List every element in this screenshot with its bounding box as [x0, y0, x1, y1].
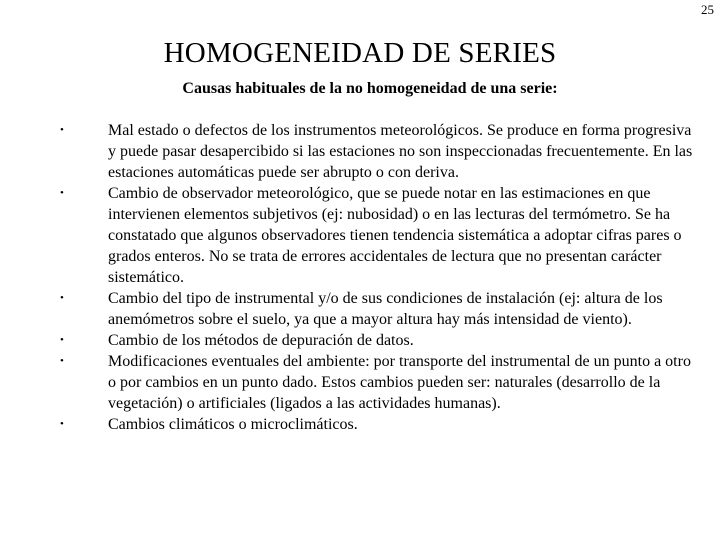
- page-subtitle: Causas habituales de la no homogeneidad de una serie:: [182, 80, 558, 97]
- bullet-icon: •: [60, 124, 64, 136]
- list-item: [60, 288, 700, 330]
- list-item: [60, 183, 700, 288]
- bullet-icon: •: [60, 292, 64, 304]
- page-number: 25: [701, 2, 714, 17]
- page-title: HOMOGENEIDAD DE SERIES: [163, 37, 557, 69]
- list-item-text: Mal estado o defectos de los instrumentos meteorológicos. Se produce en forma progresiva y puede pasar desapercibido si las estaciones no son inspeccionadas frecuentemente. En las estaciones automáticas puede ser abrupto o con deriva.: [108, 122, 693, 181]
- list-item: [60, 351, 700, 414]
- list-item-text: Cambio de los métodos de depuración de datos.: [108, 332, 414, 349]
- bullet-icon: •: [60, 334, 64, 346]
- list-item-text: Modificaciones eventuales del ambiente: por transporte del instrumental de un punto a otro o por cambios en un punto dado. Estos cambios pueden ser: naturales (desarrollo de la vegetación) o artificiales (ligados a las actividades humanas).: [108, 353, 691, 412]
- list-item-text: Cambio del tipo de instrumental y/o de sus condiciones de instalación (ej: altura de los anemómetros sobre el suelo, ya que a mayor altura hay más intensidad de viento).: [108, 290, 663, 328]
- causes-list: [60, 120, 700, 435]
- list-item: [60, 330, 700, 351]
- bullet-icon: •: [60, 418, 64, 430]
- list-item: [60, 120, 700, 183]
- bullet-icon: •: [60, 355, 64, 367]
- list-item-text: Cambio de observador meteorológico, que se puede notar en las estimaciones en que intervienen elementos subjetivos (ej: nubosidad) o en las lecturas del termómetro. Se ha constatado que algunos observadores tienen tendencia sistemática a adoptar cifras pares o grados enteros. No se trata de errores accidentales de lectura que no presentan carácter sistemático.: [108, 185, 682, 286]
- list-item-text: Cambios climáticos o microclimáticos.: [108, 416, 358, 433]
- list-item: [60, 414, 700, 435]
- bullet-icon: •: [60, 187, 64, 199]
